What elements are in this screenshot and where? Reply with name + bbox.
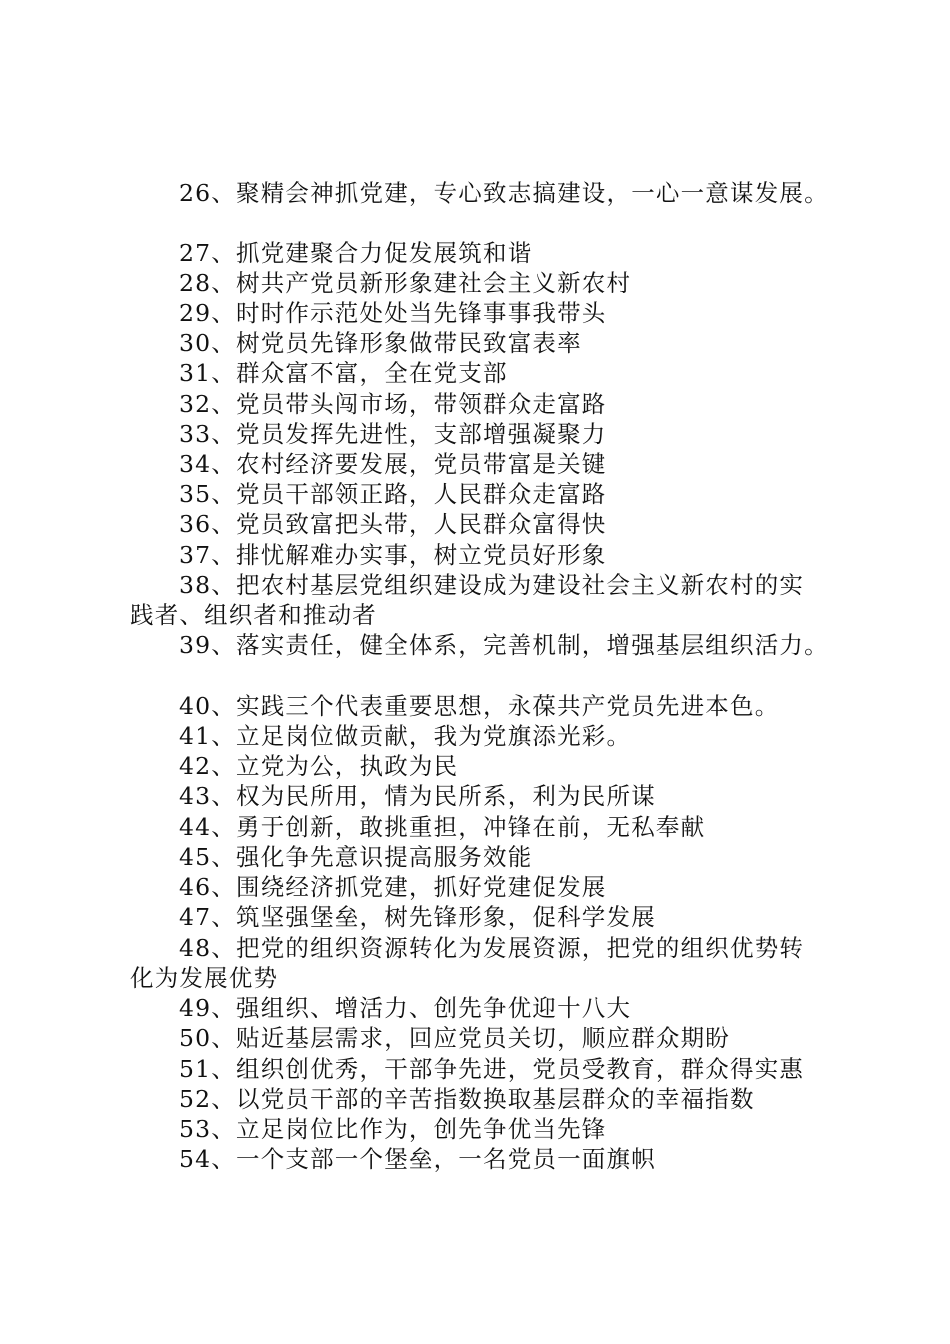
slogan-line-35: 35、党员干部领正路，人民群众走富路: [179, 480, 607, 508]
slogan-line-27: 27、抓党建聚合力促发展筑和谐: [179, 239, 533, 267]
slogan-line-44: 44、勇于创新，敢挑重担，冲锋在前，无私奉献: [179, 813, 706, 841]
slogan-line-37: 37、排忧解难办实事，树立党员好形象: [179, 541, 607, 569]
slogan-line-29: 29、时时作示范处处当先锋事事我带头: [179, 299, 607, 327]
slogan-line-41: 41、立足岗位做贡献，我为党旗添光彩。: [179, 722, 632, 750]
slogan-line-52: 52、以党员干部的辛苦指数换取基层群众的幸福指数: [179, 1085, 755, 1113]
slogan-line-45: 45、强化争先意识提高服务效能: [179, 843, 533, 871]
slogan-line-50: 50、贴近基层需求，回应党员关切，顺应群众期盼: [179, 1024, 731, 1052]
slogan-line-42: 42、立党为公，执政为民: [179, 752, 459, 780]
slogan-line-48-continued: 化为发展优势: [130, 964, 279, 992]
slogan-line-43: 43、权为民所用，情为民所系，利为民所谋: [179, 782, 656, 810]
slogan-line-46: 46、围绕经济抓党建，抓好党建促发展: [179, 873, 607, 901]
slogan-line-26: 26、聚精会神抓党建，专心致志搞建设，一心一意谋发展。: [179, 179, 829, 207]
slogan-line-33: 33、党员发挥先进性，支部增强凝聚力: [179, 420, 607, 448]
slogan-line-28: 28、树共产党员新形象建社会主义新农村: [179, 269, 632, 297]
slogan-line-34: 34、农村经济要发展，党员带富是关键: [179, 450, 607, 478]
slogan-line-38-continued: 践者、组织者和推动者: [130, 601, 377, 629]
slogan-line-36: 36、党员致富把头带，人民群众富得快: [179, 510, 607, 538]
slogan-line-31: 31、群众富不富，全在党支部: [179, 359, 508, 387]
slogan-line-32: 32、党员带头闯市场，带领群众走富路: [179, 390, 607, 418]
slogan-line-39: 39、落实责任，健全体系，完善机制，增强基层组织活力。: [179, 631, 829, 659]
slogan-line-40: 40、实践三个代表重要思想，永葆共产党员先进本色。: [179, 692, 780, 720]
slogan-line-30: 30、树党员先锋形象做带民致富表率: [179, 329, 582, 357]
slogan-line-53: 53、立足岗位比作为，创先争优当先锋: [179, 1115, 607, 1143]
slogan-line-48: 48、把党的组织资源转化为发展资源，把党的组织优势转: [179, 934, 805, 962]
slogan-line-47: 47、筑坚强堡垒，树先锋形象，促科学发展: [179, 903, 656, 931]
slogan-line-51: 51、组织创优秀，干部争先进，党员受教育，群众得实惠: [179, 1055, 805, 1083]
slogan-line-38: 38、把农村基层党组织建设成为建设社会主义新农村的实: [179, 571, 805, 599]
slogan-line-54: 54、一个支部一个堡垒，一名党员一面旗帜: [179, 1145, 656, 1173]
slogan-line-49: 49、强组织、增活力、创先争优迎十八大: [179, 994, 632, 1022]
